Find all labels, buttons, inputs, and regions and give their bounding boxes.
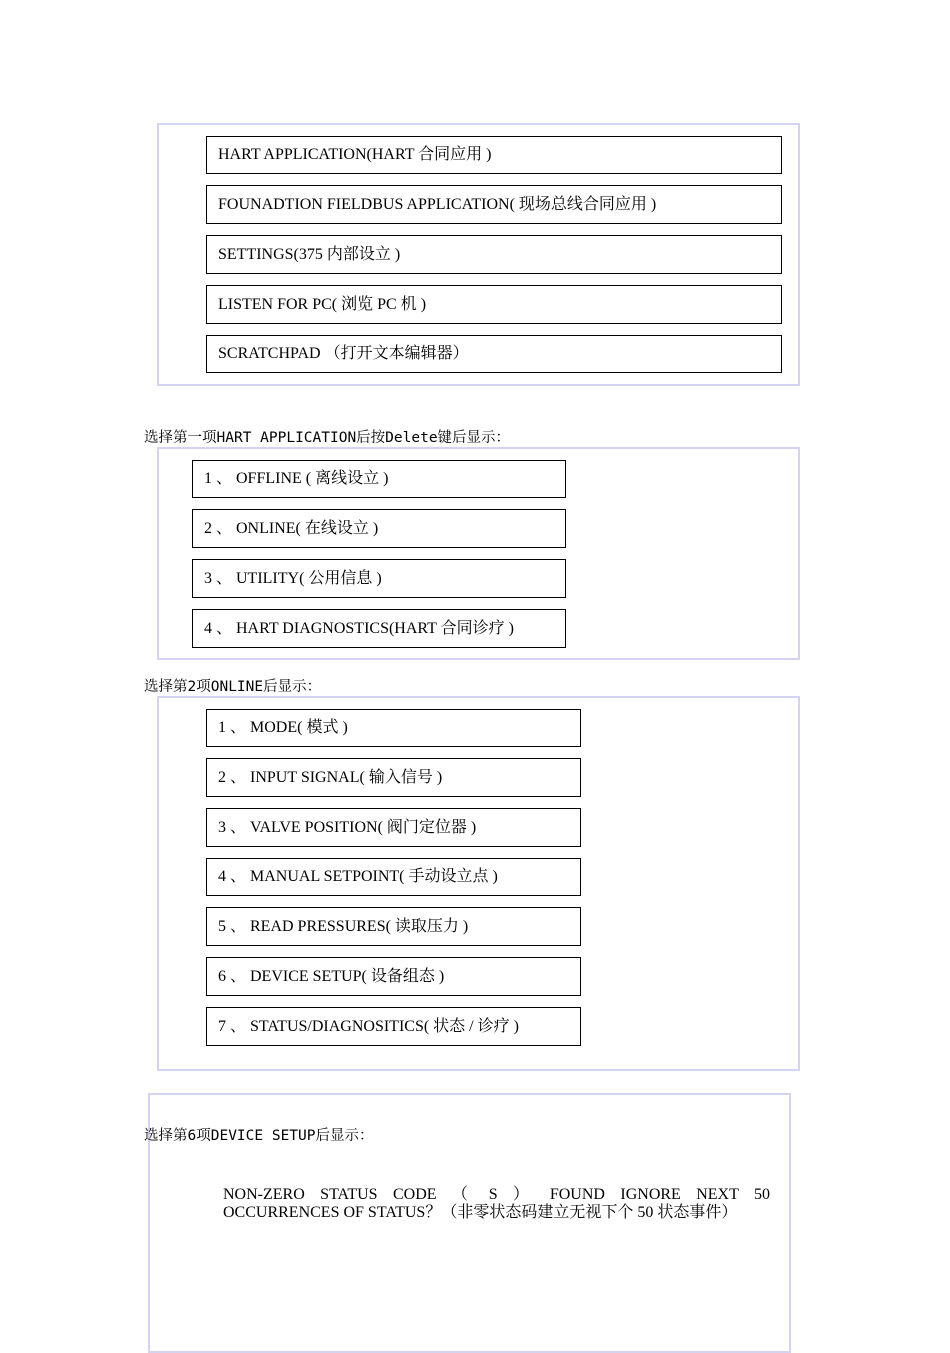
- caption-hart-application: 选择第一项HART APPLICATION后按Delete键后显示：: [144, 430, 511, 446]
- menu-item-settings[interactable]: SETTINGS(375 内部设立 ): [206, 235, 782, 274]
- status-message-line-1: NON-ZERO STATUS CODE （ S ） FOUND IGNORE NEXT 50: [223, 1186, 770, 1203]
- menu-item-hart-diagnostics[interactable]: 4 、 HART DIAGNOSTICS(HART 合同诊疗 ): [192, 609, 566, 648]
- caption-online: 选择第2项ONLINE后显示：: [144, 679, 322, 695]
- menu-item-fieldbus-application[interactable]: FOUNADTION FIELDBUS APPLICATION( 现场总线合同应用 ): [206, 185, 782, 224]
- menu-item-manual-setpoint[interactable]: 4 、 MANUAL SETPOINT( 手动设立点 ): [206, 858, 581, 896]
- menu-item-status-diagnostics[interactable]: 7 、 STATUS/DIAGNOSITICS( 状态 / 诊疗 ): [206, 1007, 581, 1046]
- status-message-line-2: OCCURRENCES OF STATUS？（非零状态码建立无视下个 50 状态事件）: [223, 1204, 738, 1221]
- menu-item-read-pressures[interactable]: 5 、 READ PRESSURES( 读取压力 ): [206, 907, 581, 946]
- menu-item-scratchpad[interactable]: SCRATCHPAD （打开文本编辑器）: [206, 335, 782, 373]
- menu-item-offline[interactable]: 1 、 OFFLINE ( 离线设立 ): [192, 460, 566, 498]
- menu-item-utility[interactable]: 3 、 UTILITY( 公用信息 ): [192, 559, 566, 598]
- menu-item-valve-position[interactable]: 3 、 VALVE POSITION( 阀门定位器 ): [206, 808, 581, 847]
- status-message: [223, 1186, 770, 1222]
- menu-item-input-signal[interactable]: 2 、 INPUT SIGNAL( 输入信号 ): [206, 758, 581, 797]
- menu-item-mode[interactable]: 1 、 MODE( 模式 ): [206, 709, 581, 747]
- menu-item-listen-for-pc[interactable]: LISTEN FOR PC( 浏览 PC 机 ): [206, 285, 782, 324]
- menu-item-device-setup[interactable]: 6 、 DEVICE SETUP( 设备组态 ): [206, 957, 581, 996]
- caption-device-setup: 选择第6项DEVICE SETUP后显示：: [144, 1128, 374, 1144]
- menu-item-hart-application[interactable]: HART APPLICATION(HART 合同应用 ): [206, 136, 782, 174]
- menu-item-online[interactable]: 2 、 ONLINE( 在线设立 ): [192, 509, 566, 548]
